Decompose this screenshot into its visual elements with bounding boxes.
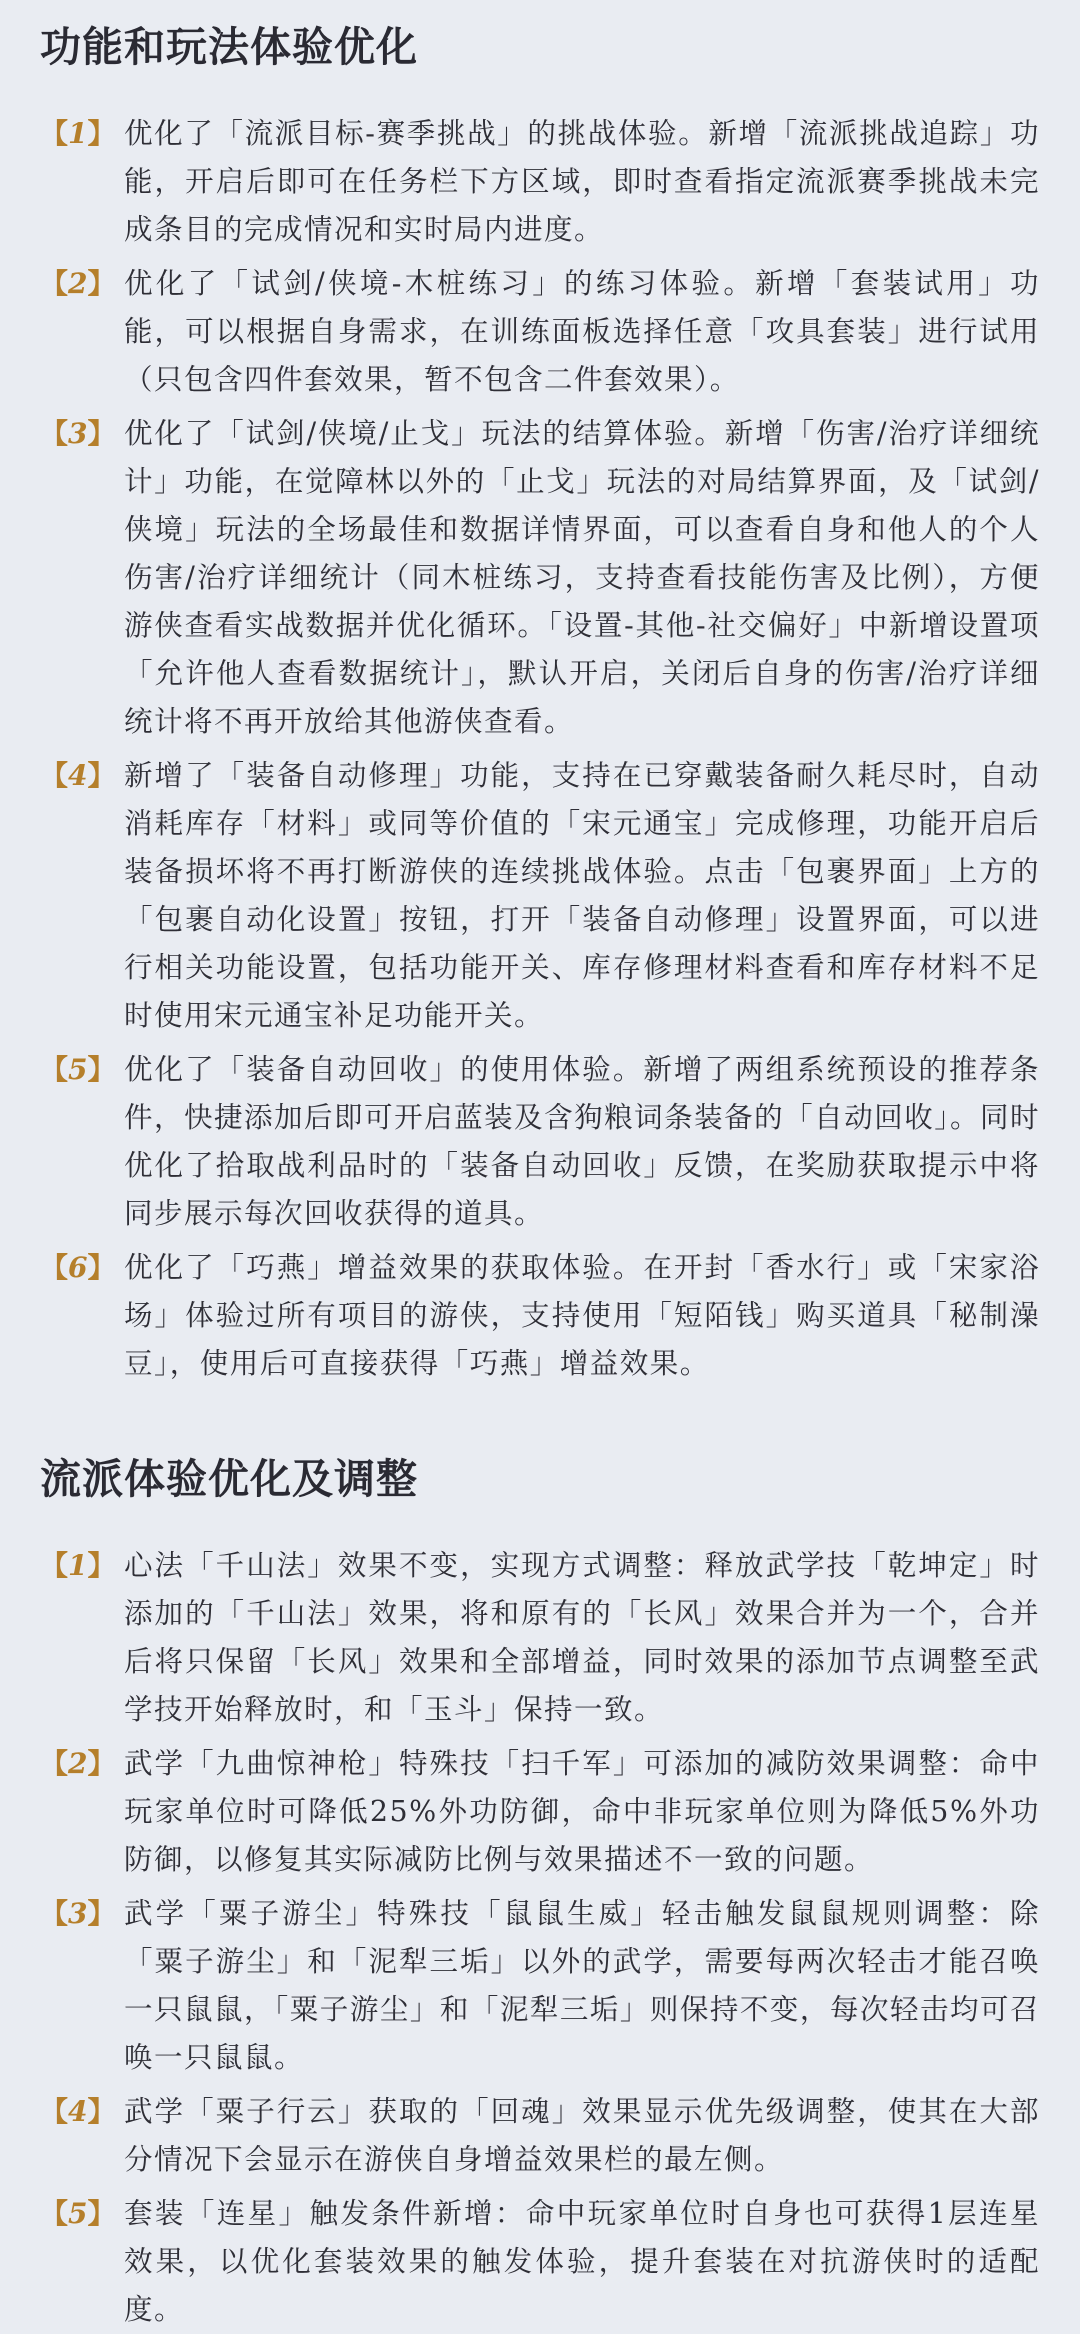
section-feature-optimization [40, 18, 1040, 1388]
item-text: 心法「千山法」效果不变，实现方式调整：释放武学技「乾坤定」时添加的「千山法」效果，将和原有的「长风」效果合并为一个，合并后将只保留「长风」效果和全部增益，同时效果的添加节点调整至武学技开始释放时，和「玉斗」保持一致。 [124, 1549, 1040, 1726]
section-school-adjustments [40, 1450, 1040, 2334]
list-item [40, 260, 1040, 404]
list-item [40, 752, 1040, 1040]
item-text: 武学「粟子游尘」特殊技「鼠鼠生威」轻击触发鼠鼠规则调整：除「粟子游尘」和「泥犁三垢」以外的武学，需要每两次轻击才能召唤一只鼠鼠，「粟子游尘」和「泥犁三垢」则保持不变，每次轻击均可召唤一只鼠鼠。 [124, 1897, 1040, 2074]
item-list [40, 110, 1040, 1388]
item-text: 套装「连星」触发条件新增：命中玩家单位时自身也可获得1层连星效果，以优化套装效果的触发体验，提升套装在对抗游侠时的适配度。 [124, 2197, 1040, 2326]
item-text: 新增了「装备自动修理」功能，支持在已穿戴装备耐久耗尽时，自动消耗库存「材料」或同等价值的「宋元通宝」完成修理，功能开启后装备损坏将不再打断游侠的连续挑战体验。点击「包裹界面」上方的「包裹自动化设置」按钮，打开「装备自动修理」设置界面，可以进行相关功能设置，包括功能开关、库存修理材料查看和库存材料不足时使用宋元通宝补足功能开关。 [124, 759, 1040, 1032]
section-title: 流派体验优化及调整 [40, 1455, 418, 1503]
list-item [40, 2088, 1040, 2184]
item-text: 武学「九曲惊神枪」特殊技「扫千军」可添加的减防效果调整：命中玩家单位时可降低25%外功防御，命中非玩家单位则为降低5%外功防御，以修复其实际减防比例与效果描述不一致的问题。 [124, 1747, 1040, 1876]
item-text: 优化了「巧燕」增益效果的获取体验。在开封「香水行」或「宋家浴场」体验过所有项目的游侠，支持使用「短陌钱」购买道具「秘制澡豆」，使用后可直接获得「巧燕」增益效果。 [124, 1251, 1040, 1380]
section-title: 功能和玩法体验优化 [40, 23, 418, 71]
item-list [40, 1542, 1040, 2334]
item-text: 优化了「流派目标-赛季挑战」的挑战体验。新增「流派挑战追踪」功能，开启后即可在任务栏下方区域，即时查看指定流派赛季挑战未完成条目的完成情况和实时局内进度。 [124, 117, 1040, 246]
item-number: 【 2 】 [40, 267, 116, 300]
list-item [40, 410, 1040, 746]
item-number: 【 3 】 [40, 417, 116, 450]
item-number: 【 5 】 [40, 1053, 116, 1086]
item-number: 【 1 】 [40, 1549, 116, 1582]
item-text: 优化了「装备自动回收」的使用体验。新增了两组系统预设的推荐条件，快捷添加后即可开启蓝装及含狗粮词条装备的「自动回收」。同时优化了拾取战利品时的「装备自动回收」反馈，在奖励获取提示中将同步展示每次回收获得的道具。 [124, 1053, 1040, 1230]
list-item [40, 1046, 1040, 1238]
item-text: 优化了「试剑/侠境/止戈」玩法的结算体验。新增「伤害/治疗详细统计」功能，在觉障林以外的「止戈」玩法的对局结算界面，及「试剑/侠境」玩法的全场最佳和数据详情界面，可以查看自身和他人的个人伤害/治疗详细统计（同木桩练习，支持查看技能伤害及比例），方便游侠查看实战数据并优化循环。「设置-其他-社交偏好」中新增设置项「允许他人查看数据统计」，默认开启，关闭后自身的伤害/治疗详细统计将不再开放给其他游侠查看。 [124, 417, 1040, 738]
list-item [40, 110, 1040, 254]
item-number: 【 4 】 [40, 759, 116, 792]
list-item [40, 1740, 1040, 1884]
item-text: 优化了「试剑/侠境-木桩练习」的练习体验。新增「套装试用」功能，可以根据自身需求，在训练面板选择任意「攻具套装」进行试用（只包含四件套效果，暂不包含二件套效果）。 [124, 267, 1040, 396]
item-number: 【 6 】 [40, 1251, 116, 1284]
list-item [40, 1542, 1040, 1734]
list-item [40, 1244, 1040, 1388]
item-number: 【 2 】 [40, 1747, 116, 1780]
item-number: 【 3 】 [40, 1897, 116, 1930]
list-item [40, 1890, 1040, 2082]
item-text: 武学「粟子行云」获取的「回魂」效果显示优先级调整，使其在大部分情况下会显示在游侠自身增益效果栏的最左侧。 [124, 2095, 1040, 2176]
item-number: 【 1 】 [40, 117, 116, 150]
item-number: 【 5 】 [40, 2197, 116, 2230]
item-number: 【 4 】 [40, 2095, 116, 2128]
list-item [40, 2190, 1040, 2334]
